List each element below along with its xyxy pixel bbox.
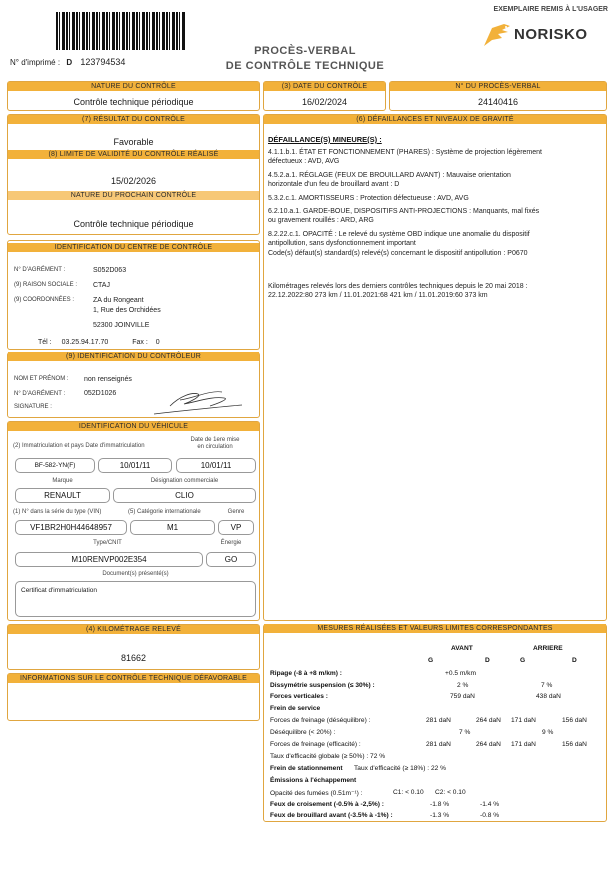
fd-av-d: 264 daN [476, 717, 501, 724]
mesures-header: MESURES RÉALISÉES ET VALEURS LIMITES CORRESPONDANTES [264, 624, 606, 633]
cat-caption: (5) Catégorie internationale [128, 509, 201, 515]
forces-deseq-label: Forces de freinage (déséquilibre) : [270, 717, 371, 724]
barcode [56, 12, 186, 50]
date-value: 16/02/2024 [301, 97, 348, 107]
signature-image [150, 386, 246, 420]
centre-agrement-label: N° D'AGRÉMENT : [14, 267, 66, 273]
fd-av-g: 281 daN [426, 717, 451, 724]
ripage-label: Ripage (-8 à +8 m/km) : [270, 670, 343, 677]
dissym-ar: 7 % [541, 682, 553, 689]
fd-ar-d: 156 daN [562, 717, 587, 724]
pv-value: 24140416 [477, 97, 519, 107]
centre-tel [38, 339, 160, 346]
controleur-header: (9) IDENTIFICATION DU CONTRÔLEUR [8, 352, 259, 361]
result-box [7, 114, 260, 235]
fax-value: 0 [155, 339, 160, 346]
controleur-nom-label: NOM ET PRÉNOM : [14, 376, 69, 382]
opacite-label: Opacité des fumées (0.51m⁻¹) : [270, 790, 363, 797]
avant-header: AVANT [451, 645, 473, 652]
energie-caption: Énergie [220, 540, 242, 546]
controleur-agrement-value: 052D1026 [84, 390, 117, 397]
defaillances-header: (6) DÉFAILLANCES ET NIVEAUX DE GRAVITÉ [264, 115, 606, 124]
fe-av-g: 281 daN [426, 741, 451, 748]
copy-label: EXEMPLAIRE REMIS À L'USAGER [493, 6, 608, 13]
vin-caption: (1) N° dans la série du type (VIN) [13, 509, 102, 515]
next-header: NATURE DU PROCHAIN CONTRÔLE [8, 191, 259, 200]
croisement-g: -1.8 % [430, 801, 450, 808]
date-immat-value: 10/01/11 [98, 458, 172, 473]
circ-caption-2: en circulation [197, 444, 233, 450]
immat-value: BF-582-YN(F) [15, 458, 95, 473]
stationnement-taux: Taux d'efficacité (≥ 18%) : 22 % [354, 765, 446, 772]
defaillance-line: 8.2.22.c.1. OPACITÉ : Le relevé du système OBD indique une anomalie du dispositif [268, 230, 530, 238]
emissions-label: Émissions à l'échappement [270, 777, 357, 784]
deseq-label: Déséquilibre (< 20%) : [270, 729, 336, 736]
centre-coord-label: (9) COORDONNÉES : [14, 297, 75, 303]
vin-value: VF1BR2H0H44648957 [15, 520, 127, 535]
energie-value: GO [206, 552, 256, 567]
centre-addr2: 1, Rue des Orchidées [93, 307, 161, 314]
title-line2: DE CONTRÔLE TECHNIQUE [225, 60, 385, 72]
fe-ar-g: 171 daN [511, 741, 536, 748]
km-history [268, 282, 604, 301]
info-defav-header: INFORMATIONS SUR LE CONTRÔLE TECHNIQUE DÉFAVORABLE [8, 674, 259, 683]
centre-addr1: ZA du Rongeant [93, 297, 144, 304]
defaillance-line: 4.5.2.a.1. RÉGLAGE (FEUX DE BROUILLARD AVANT) : Mauvaise orientation [268, 171, 511, 179]
tel-value: 03.25.94.17.70 [61, 339, 109, 346]
brouillard-d: -0.8 % [480, 812, 500, 819]
circ-caption-1: Date de 1ere mise [190, 437, 240, 443]
controleur-nom-value: non renseignés [84, 376, 132, 383]
opacite-c2: C2: < 0.10 [435, 789, 466, 796]
km-history-line1: Kilométrages relevés lors des derniers contrôles techniques depuis le 20 mai 2018 : [268, 283, 528, 290]
fd-ar-g: 171 daN [511, 717, 536, 724]
vehicule-header: IDENTIFICATION DU VÉHICULE [8, 422, 259, 431]
designation-value: CLIO [113, 488, 256, 503]
croisement-label: Feux de croisement (-0.5% à -2,5%) : [270, 801, 384, 808]
frein-service-label: Frein de service [270, 705, 321, 712]
deseq-av: 7 % [459, 729, 471, 736]
docs-value: Certificat d'immatriculation [21, 587, 98, 594]
ripage-value: +0.5 m/km [445, 670, 476, 677]
arriere-header: ARRIERE [533, 645, 563, 652]
avant-g: G [428, 657, 434, 664]
taux-global: Taux d'efficacité globale (≥ 50%) : 72 % [270, 753, 386, 760]
pv-header: N° DU PROCÈS-VERBAL [390, 82, 606, 91]
forces-eff-label: Forces de freinage (efficacité) : [270, 741, 361, 748]
result-header: (7) RÉSULTAT DU CONTRÔLE [8, 115, 259, 124]
defaillances-list [268, 148, 604, 258]
marque-caption: Marque [52, 478, 73, 484]
fe-av-d: 264 daN [476, 741, 501, 748]
km-history-line2: 22.12.2022:80 273 km / 11.01.2021:68 421 km / 11.01.2019:60 373 km [268, 292, 488, 300]
defaillance-line: 5.3.2.c.1. AMORTISSEURS : Protection défectueuse : AVD, AVG [268, 194, 469, 202]
defaillance-line: horizontale d'un feu de brouillard avant : D [268, 181, 400, 189]
defaillance-line: antipollution, sans dysfonctionnement important [268, 240, 416, 248]
brouillard-label: Feux de brouillard avant (-3.5% à -1%) : [270, 812, 393, 819]
tel-label: Tél : [38, 339, 52, 346]
type-caption: Type/CNIT [93, 540, 122, 546]
eagle-icon [482, 22, 512, 48]
defaillance-line: Code(s) défaut(s) standard(s) relevé(s) concernant le dispositif antipollution : P0670 [268, 249, 528, 257]
next-value: Contrôle technique périodique [73, 219, 194, 229]
km-header: (4) KILOMÉTRAGE RELEVÉ [8, 625, 259, 634]
fe-ar-d: 156 daN [562, 741, 587, 748]
controleur-signature-label: SIGNATURE : [14, 404, 52, 410]
defaillance-line: 4.1.1.b.1. ÉTAT ET FONCTIONNEMENT (PHARES) : Système de projection légèrement [268, 149, 542, 156]
centre-box [7, 240, 260, 350]
limit-header: (8) LIMITE DE VALIDITÉ DU CONTRÔLE RÉALISÉ [8, 150, 259, 159]
defaillance-line: défectueux : AVD, AVG [268, 158, 340, 166]
result-value: Favorable [113, 137, 154, 147]
title-line1: PROCÈS-VERBAL [254, 45, 356, 57]
centre-header: IDENTIFICATION DU CENTRE DE CONTRÔLE [8, 243, 259, 252]
defaillance-line: 6.2.10.a.1. GARDE-BOUE, DISPOSITIFS ANTI-PROJECTIONS : Manquants, mal fixés [268, 208, 540, 216]
controleur-agrement-label: N° D'AGRÉMENT : [14, 391, 66, 397]
docs-caption: Document(s) présenté(s) [102, 571, 169, 577]
opacite-c1: C1: < 0.10 [393, 789, 424, 796]
fax-label: Fax : [132, 339, 148, 346]
deseq-ar: 9 % [542, 729, 554, 736]
designation-caption: Désignation commerciale [150, 478, 219, 484]
imprime-value: 123794534 [80, 57, 126, 67]
arriere-d: D [572, 657, 577, 664]
type-value: M10RENVP002E354 [15, 552, 203, 567]
dissym-av: 2 % [457, 682, 469, 689]
forces-vert-ar: 438 daN [536, 693, 561, 700]
imprime-number [10, 57, 125, 67]
centre-agrement-value: S052D063 [93, 267, 127, 274]
forces-vert-av: 759 daN [450, 693, 475, 700]
arriere-g: G [520, 657, 526, 664]
imprime-label: N° d'imprimé : [10, 58, 61, 67]
forces-vert-label: Forces verticales : [270, 693, 328, 700]
date-circ-value: 10/01/11 [176, 458, 256, 473]
centre-raison-value: CTAJ [93, 282, 110, 289]
defaillance-line: ou gravement rouillés : ARD, ARG [268, 217, 374, 225]
defaillances-title: DÉFAILLANCE(S) MINEURE(S) : [268, 135, 382, 144]
cat-value: M1 [130, 520, 215, 535]
brand-name: NORISKO [514, 26, 588, 43]
norisko-logo [482, 22, 610, 48]
genre-caption: Genre [227, 509, 245, 515]
croisement-d: -1.4 % [480, 801, 500, 808]
dissym-label: Dissymétrie suspension (≤ 30%) : [270, 682, 375, 689]
centre-raison-label: (9) RAISON SOCIALE : [14, 282, 78, 288]
immat-caption: (2) Immatriculation et pays Date d'immatriculation [13, 443, 145, 449]
imprime-letter: D [66, 58, 73, 67]
marque-value: RENAULT [15, 488, 110, 503]
centre-addr3: 52300 JOINVILLE [93, 322, 150, 329]
nature-value: Contrôle technique périodique [73, 97, 194, 107]
page-title [200, 44, 410, 74]
date-header: (3) DATE DU CONTRÔLE [264, 82, 385, 91]
stationnement-label: Frein de stationnement [270, 765, 343, 772]
avant-d: D [485, 657, 490, 664]
brouillard-g: -1.3 % [430, 812, 450, 819]
limit-value: 15/02/2026 [110, 176, 157, 186]
genre-value: VP [218, 520, 254, 535]
nature-header: NATURE DU CONTRÔLE [8, 82, 259, 91]
km-value: 81662 [120, 653, 147, 663]
